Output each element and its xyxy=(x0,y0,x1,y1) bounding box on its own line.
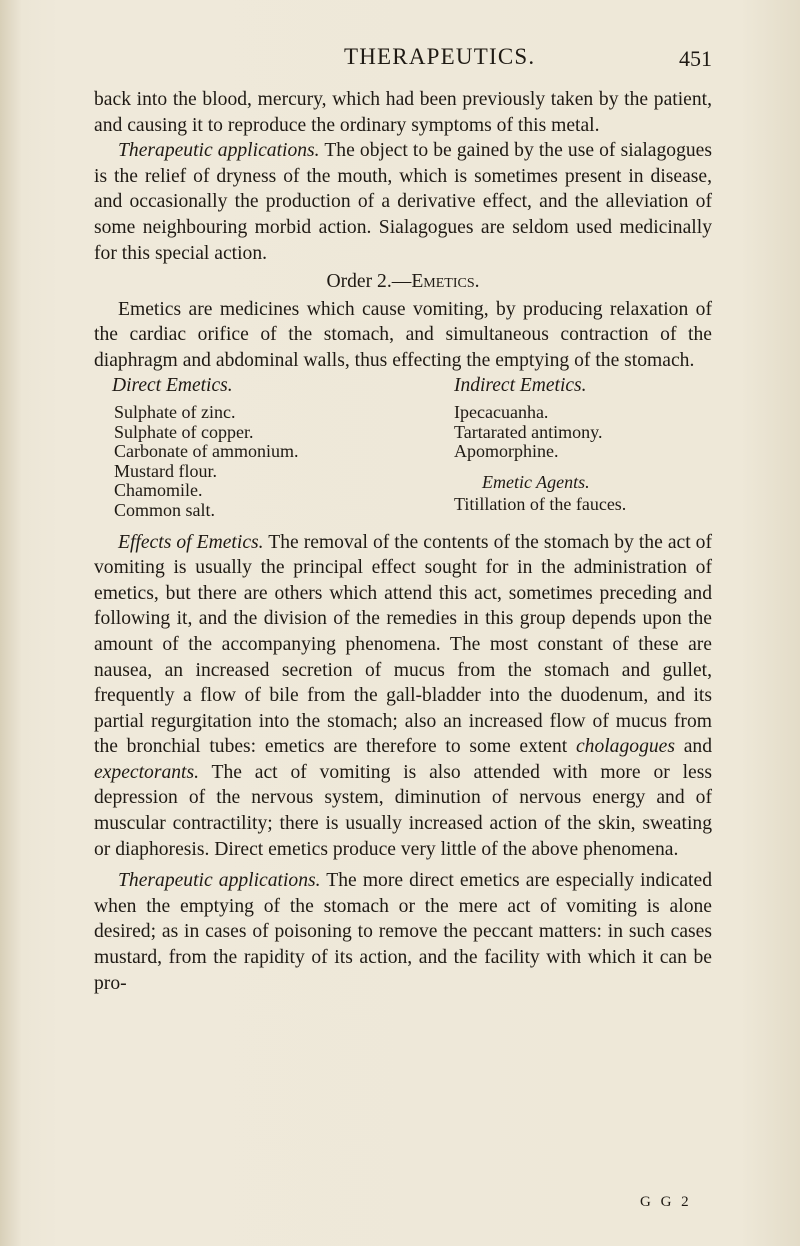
paragraph-emetics-definition: Emetics are medicines which cause vomiting, by producing relaxation of the cardiac orifice of the stomach, and simultaneous contraction of the diaphragm and abdominal walls, thus effecting the emptying of the stomach. xyxy=(94,298,712,371)
emetic-agents-heading: Emetic Agents. xyxy=(482,471,590,492)
list-item: Chamomile. xyxy=(114,480,203,501)
list-item: Apomorphine. xyxy=(454,441,559,462)
paragraph-effects-of-emetics xyxy=(94,530,712,863)
section-heading xyxy=(94,269,712,295)
paragraph-lead: Effects of Emetics. xyxy=(118,531,264,553)
paragraph-text: The more direct emetics are especially indicated when the emptying of the stomach or the mere act of vomiting is alone desired; as in cases of poisoning to remove the peccant matters: in such cases mustard, from the rapidity of its action, and the facility with which it can be pro- xyxy=(94,870,712,994)
list-item: Common salt. xyxy=(114,499,216,520)
paragraph-text: and xyxy=(675,736,712,758)
list-item: Carbonate of ammonium. xyxy=(114,441,299,462)
paragraph-text: The object to be gained by the use of sialagogues is the relief of dryness of the mouth, which is sometimes present in disease, and occasionally the production of a derivative effect, and the alleviation of some neighbouring morbid action. Sialagogues are seldom used medicinally for this special action. xyxy=(94,140,712,264)
list-item: Titillation of the fauces. xyxy=(454,494,627,515)
list-item: Sulphate of zinc. xyxy=(114,402,236,423)
paragraph-lead: Therapeutic applications. xyxy=(118,140,320,162)
paragraph-continuation: back into the blood, mercury, which had been previously taken by the patient, and causing it to reproduce the ordinary symptoms of this metal. xyxy=(94,89,712,136)
paragraph-text: The act of vomiting is also attended with more or less depression of the nervous system, diminution of nervous energy and of muscular contractility; there is usually increased action of the skin, sweating or diaphoresis. Direct emetics produce very little of the above phenomena. xyxy=(94,761,712,860)
list-item: Mustard flour. xyxy=(114,460,217,481)
list-item: Tartarated antimony. xyxy=(454,421,603,442)
direct-emetics-column xyxy=(114,376,414,521)
italic-term: cholagogues xyxy=(575,736,675,758)
page-header xyxy=(94,44,712,74)
indirect-emetics-column xyxy=(454,376,712,515)
section-heading-title: Emetics. xyxy=(411,271,480,293)
section-heading-prefix: Order 2.— xyxy=(326,271,412,293)
list-item: Sulphate of copper. xyxy=(114,421,254,442)
running-head: THERAPEUTICS. xyxy=(344,44,536,69)
indirect-emetics-heading: Indirect Emetics. xyxy=(454,374,587,396)
signature-mark: G G 2 xyxy=(640,1194,692,1210)
paragraph-text: The removal of the contents of the stomach by the act of vomiting is usually the principal effect sought for in the administration of emetics, but there are others which attend this act, sometimes preceding and following it, and the division of the remedies in this group depends upon the amount of the accompanying phenomena. The most constant of these are nausea, an increased secretion of mucus from the stomach and gullet, frequently a flow of bile from the gall-bladder into the duodenum, and its partial regurgitation into the stomach; also an increased flow of mucus from the bronchial tubes: emetics are therefore to some extent xyxy=(94,531,713,758)
italic-term: expectorants. xyxy=(94,761,200,783)
emetics-classification xyxy=(94,376,712,526)
paragraph-therapeutic-applications-emetics xyxy=(94,868,712,996)
list-item: Ipecacuanha. xyxy=(454,402,549,423)
body-text xyxy=(94,87,712,996)
paragraph-therapeutic-applications-sialagogues xyxy=(94,138,712,266)
paragraph-lead: Therapeutic applications. xyxy=(118,870,321,892)
direct-emetics-heading: Direct Emetics. xyxy=(112,374,233,396)
page-number: 451 xyxy=(679,46,712,71)
